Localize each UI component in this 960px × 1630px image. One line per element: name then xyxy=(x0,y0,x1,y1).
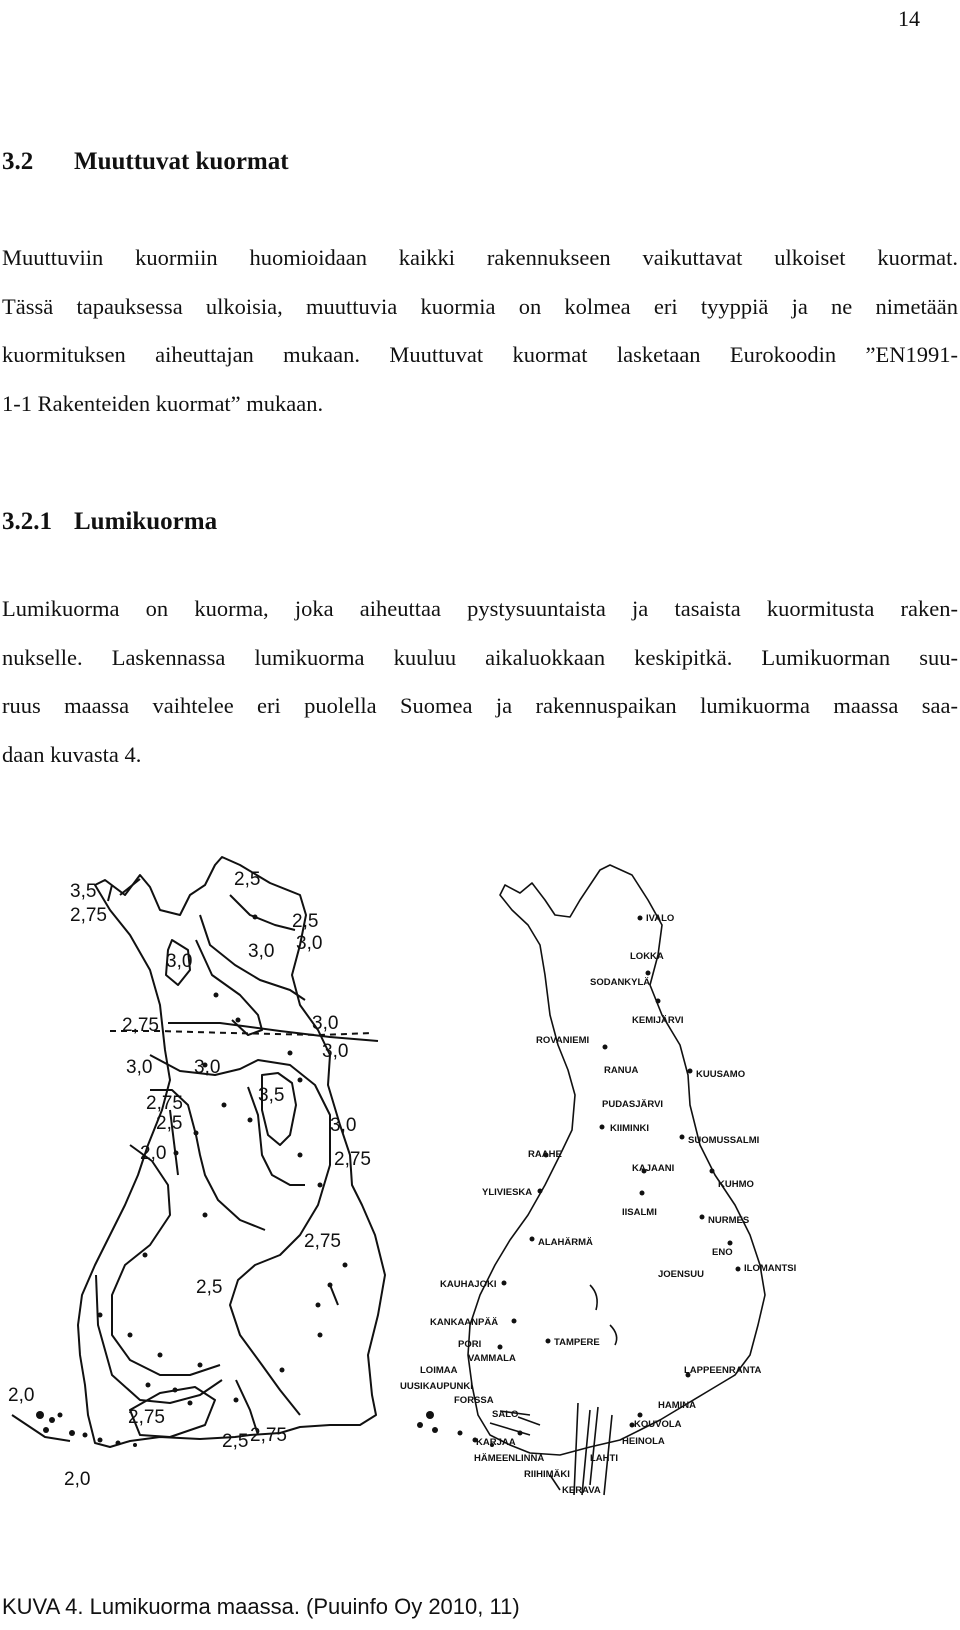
snow-load-map xyxy=(0,855,420,1565)
station-dots xyxy=(98,915,348,1406)
isoline-label: 2,5 xyxy=(156,1113,183,1134)
city-label: KANKAANPÄÄ xyxy=(430,1317,499,1328)
city-label: IVALO xyxy=(646,913,675,924)
isoline-label: 3,0 xyxy=(194,1057,221,1078)
city-label: IISALMI xyxy=(622,1207,657,1218)
city-label: RANUA xyxy=(604,1065,639,1076)
isoline-label: 3,0 xyxy=(330,1115,357,1136)
isoline-label: 3,0 xyxy=(166,951,193,972)
isoline-label: 2,75 xyxy=(70,905,107,926)
city-label: KOUVOLA xyxy=(634,1419,682,1430)
section-title: Muuttuvat kuormat xyxy=(74,148,289,175)
city-dots xyxy=(498,916,741,1436)
paragraph-line: kuormituksen aiheuttajan mukaan. Muuttuvat kuormat lasketaan Eurokoodin ”EN1991- xyxy=(2,342,958,367)
city-label: JOENSUU xyxy=(658,1269,704,1280)
city-label: KERAVA xyxy=(562,1485,601,1496)
city-label: KIIMINKI xyxy=(610,1123,650,1134)
city-label: VAMMALA xyxy=(468,1353,516,1364)
city-label: NURMES xyxy=(708,1215,750,1226)
archipelago xyxy=(36,1411,137,1447)
subsection-paragraph xyxy=(2,585,958,779)
isoline xyxy=(112,1145,223,1375)
city-label: ALAHÄRMÄ xyxy=(538,1237,593,1248)
city-label: LOKKA xyxy=(630,951,664,962)
city-label: SALO xyxy=(492,1409,519,1420)
city-label: PUDASJÄRVI xyxy=(602,1099,664,1110)
paragraph-line: ruus maassa vaihtelee eri puolella Suomea ja rakennuspaikan lumikuorma maassa saa- xyxy=(2,693,958,718)
city-label: SUOMUSSALMI xyxy=(688,1135,760,1146)
isoline-label: 2,75 xyxy=(122,1015,159,1036)
subsection-title: Lumikuorma xyxy=(74,508,218,535)
city-label: FORSSA xyxy=(454,1395,494,1406)
paragraph-line: nukselle. Laskennassa lumikuorma kuuluu aikaluokkaan keskipitkä. Lumikuorman suu- xyxy=(2,644,958,670)
city-label: RAAHE xyxy=(528,1149,562,1160)
isoline-label: 2,5 xyxy=(196,1277,223,1298)
isoline-label: 2,75 xyxy=(304,1231,341,1252)
paragraph-line: daan kuvasta 4. xyxy=(2,741,142,767)
isoline-label: 3,0 xyxy=(248,941,275,962)
isoline-label: 2,0 xyxy=(140,1143,167,1164)
city-label: HÄMEENLINNA xyxy=(474,1453,545,1464)
city-label: TAMPERE xyxy=(554,1337,600,1348)
isoline-label: 2,75 xyxy=(146,1093,183,1114)
city-label: LAHTI xyxy=(590,1453,618,1464)
isoline xyxy=(108,879,140,901)
section-paragraph xyxy=(2,234,958,428)
paragraph-line: Lumikuorma on kuorma, joka aiheuttaa pystysuuntaista ja tasaista kuormitusta raken- xyxy=(2,596,958,621)
isoline-label: 3,5 xyxy=(70,881,97,902)
city-label: ROVANIEMI xyxy=(536,1035,590,1046)
isoline-label: 3,0 xyxy=(126,1057,153,1078)
paragraph-line: Tässä tapauksessa ulkoisia, muuttuvia kuormia on kolmea eri tyyppiä ja ne nimetään xyxy=(2,293,958,319)
isoline-label: 3,5 xyxy=(258,1085,285,1106)
city-label: KARJAA xyxy=(476,1437,516,1448)
isoline xyxy=(230,895,295,930)
isoline-label: 2,0 xyxy=(8,1385,35,1406)
figure-caption: KUVA 4. Lumikuorma maassa. (Puuinfo Oy 2010, 11) xyxy=(2,1594,520,1619)
isoline-label: 2,75 xyxy=(250,1425,287,1446)
isoline-label: 2,5 xyxy=(222,1431,249,1452)
figure-maps xyxy=(0,855,960,1565)
city-label: ILOMANTSI xyxy=(744,1263,797,1274)
lake xyxy=(590,1285,617,1345)
city-label: KAJAANI xyxy=(632,1163,675,1174)
city-label: UUSIKAUPUNKI xyxy=(400,1381,473,1392)
isoline-label: 2,75 xyxy=(128,1407,165,1428)
isoline-label: 3,0 xyxy=(296,933,323,954)
page-number: 14 xyxy=(898,6,920,31)
city-label: SODANKYLÄ xyxy=(590,977,651,988)
isoline xyxy=(262,1073,296,1145)
subsection-heading xyxy=(2,508,217,536)
city-label: ENO xyxy=(712,1247,733,1258)
city-label: KUUSAMO xyxy=(696,1069,746,1080)
city-label: PORI xyxy=(458,1339,482,1350)
paragraph-line: 1-1 Rakenteiden kuormat” mukaan. xyxy=(2,390,324,416)
paragraph-line: Muuttuviin kuormiin huomioidaan kaikki rakennukseen vaikuttavat ulkoiset kuormat. xyxy=(2,245,958,270)
isoline xyxy=(12,1415,70,1441)
city-label: HEINOLA xyxy=(622,1436,665,1447)
isoline-label: 3,0 xyxy=(322,1041,349,1062)
isoline-label: 2,5 xyxy=(234,869,261,890)
isoline-label: 3,0 xyxy=(312,1013,339,1034)
isoline-label: 2,0 xyxy=(64,1469,91,1490)
isoline-label: 2,75 xyxy=(334,1149,371,1170)
city-label: RIIHIMÄKI xyxy=(524,1469,570,1480)
city-label: KEMIJÄRVI xyxy=(632,1015,684,1026)
city-label: HAMINA xyxy=(658,1400,696,1411)
city-label: LOIMAA xyxy=(420,1365,458,1376)
isoline xyxy=(330,1285,338,1305)
city-label: KAUHAJOKI xyxy=(440,1279,497,1290)
city-label: KUHMO xyxy=(718,1179,754,1190)
city-label: YLIVIESKA xyxy=(482,1187,533,1198)
section-number: 3.2 xyxy=(2,148,34,175)
city-map xyxy=(400,855,840,1565)
section-heading xyxy=(2,148,289,176)
city-label: LAPPEENRANTA xyxy=(684,1365,762,1376)
subsection-number: 3.2.1 xyxy=(2,508,52,535)
isoline-label: 2,5 xyxy=(292,911,319,932)
